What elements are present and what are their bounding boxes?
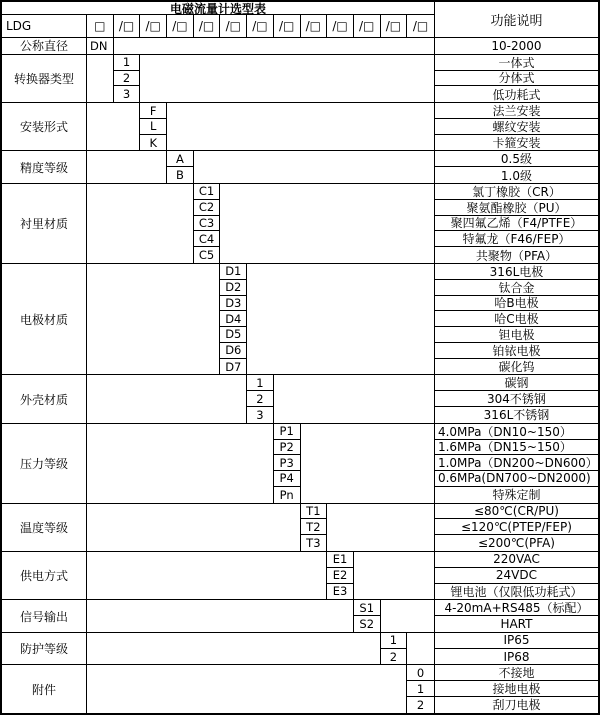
option-description: 碳化钨: [434, 359, 598, 375]
option-code: 1: [114, 55, 141, 71]
section-installation-type: [2, 102, 598, 150]
empty-cell: [247, 264, 434, 374]
option-code: E3: [327, 584, 354, 600]
function-column-header: 功能说明: [434, 2, 598, 37]
option-code: E1: [327, 552, 354, 568]
section-temperature-rating: [2, 503, 598, 551]
option-description: 一体式: [434, 55, 598, 71]
model-slot-box: /□: [167, 15, 194, 37]
model-slot-box: /□: [354, 15, 381, 37]
empty-cell: [87, 375, 247, 422]
empty-cell: [87, 665, 407, 712]
option-description: 316L不锈钢: [434, 407, 598, 423]
table-header: [2, 2, 598, 37]
option-code: L: [140, 119, 167, 135]
option-description: IP65: [434, 633, 598, 649]
option-description: 1.0级: [434, 167, 598, 183]
empty-cell: [87, 600, 354, 632]
option-code: C5: [194, 247, 221, 263]
option-description: 220VAC: [434, 552, 598, 568]
empty-cell: [381, 600, 434, 632]
section-electrode-material: [2, 263, 598, 374]
option-code: C3: [194, 216, 221, 232]
option-code: 0: [407, 665, 434, 681]
option-code: D7: [220, 359, 247, 375]
option-code: P3: [274, 455, 301, 471]
category-label: 电极材质: [2, 264, 87, 374]
option-description: 接地电极: [434, 681, 598, 697]
section-housing-material: [2, 374, 598, 422]
option-description: 低功耗式: [434, 86, 598, 102]
option-code: 2: [416, 697, 425, 712]
model-slot-box: /□: [220, 15, 247, 37]
option-description: 哈B电极: [434, 296, 598, 312]
category-label: 附件: [2, 665, 87, 712]
option-description: 钛合金: [434, 280, 598, 296]
empty-cell: [87, 633, 381, 665]
option-code: D1: [220, 264, 247, 280]
option-code: C1: [194, 184, 221, 200]
option-description: 不接地: [434, 665, 598, 681]
option-code: 3: [247, 407, 274, 423]
option-description: 特殊定制: [434, 487, 598, 503]
empty-cell: [87, 264, 220, 374]
option-description: 聚氨酯橡胶（PU）: [434, 200, 598, 216]
option-description: 钽电极: [434, 327, 598, 343]
empty-cell: [220, 184, 434, 263]
option-code: 1: [381, 633, 408, 649]
option-description: 特氟龙（F46/FEP）: [434, 231, 598, 247]
section-accessories: [2, 664, 598, 712]
option-code: 2: [381, 649, 408, 665]
option-description: 锂电池（仅限低功耗式）: [434, 584, 598, 600]
empty-cell: [87, 424, 274, 503]
section-signal-output: [2, 599, 598, 632]
category-label: 信号输出: [2, 600, 87, 632]
category-label: 公称直径: [2, 38, 87, 54]
option-description: 卡箍安装: [434, 135, 598, 151]
option-description: 氯丁橡胶（CR）: [434, 184, 598, 200]
category-label: 防护等级: [2, 633, 87, 665]
option-code: C2: [194, 200, 221, 216]
option-code: T1: [301, 504, 328, 520]
section-liner-material: [2, 183, 598, 263]
option-code: 2: [114, 71, 141, 87]
option-code: D5: [220, 327, 247, 343]
option-code: P4: [274, 471, 301, 487]
model-slot-box: /□: [301, 15, 328, 37]
model-code-row: [2, 15, 434, 37]
empty-cell: [140, 55, 434, 102]
option-code: K: [140, 135, 167, 151]
option-description: 刮刀电极: [434, 697, 598, 713]
option-code: D2: [220, 280, 247, 296]
option-description: 0.5级: [434, 151, 598, 167]
option-code: T3: [301, 535, 328, 551]
section-pressure-rating: [2, 423, 598, 503]
option-description: IP68: [434, 649, 598, 665]
empty-cell: [407, 633, 434, 665]
empty-cell: [87, 55, 114, 102]
empty-cell: [87, 151, 167, 183]
category-label: 转换器类型: [2, 55, 87, 102]
option-description: 1.0MPa（DN200~DN600）: [434, 455, 598, 471]
empty-cell: [327, 504, 434, 551]
category-label: 温度等级: [2, 504, 87, 551]
option-code: C4: [194, 231, 221, 247]
section-nominal-diameter: [2, 37, 598, 54]
option-code: 1: [407, 681, 434, 697]
option-description: ≤80℃(CR/PU): [434, 504, 598, 520]
empty-cell: [87, 184, 194, 263]
option-description: 24VDC: [434, 568, 598, 584]
empty-cell: [114, 38, 434, 54]
empty-cell: [87, 504, 301, 551]
empty-cell: [87, 552, 327, 599]
option-code: A: [167, 151, 194, 167]
option-description: 碳钢: [434, 375, 598, 391]
option-code: 3: [114, 86, 141, 102]
option-description: HART: [434, 616, 598, 632]
option-description: 4-20mA+RS485（标配）: [434, 600, 598, 616]
model-slot-box: /□: [327, 15, 354, 37]
category-label: 安装形式: [2, 103, 87, 150]
section-power-supply: [2, 551, 598, 599]
option-code: P2: [274, 440, 301, 456]
category-label: 衬里材质: [2, 184, 87, 263]
option-description: 分体式: [434, 71, 598, 87]
category-label: 精度等级: [2, 151, 87, 183]
option-code: E2: [327, 568, 354, 584]
empty-cell: [194, 151, 434, 183]
option-description: 4.0MPa（DN10~150）: [434, 424, 598, 440]
option-code: 2: [247, 391, 274, 407]
option-description: 共聚物（PFA）: [434, 247, 598, 263]
option-description: ≤120℃(PTEP/FEP): [434, 519, 598, 535]
model-base-box: □: [87, 15, 114, 37]
model-slot-box: /□: [274, 15, 301, 37]
option-description: 法兰安装: [434, 103, 598, 119]
model-slot-box: /□: [194, 15, 221, 37]
option-description: 螺纹安装: [434, 119, 598, 135]
option-description: 304不锈钢: [434, 391, 598, 407]
option-code: F: [140, 103, 167, 119]
category-label: 压力等级: [2, 424, 87, 503]
empty-cell: [301, 424, 434, 503]
option-description: 316L电极: [434, 264, 598, 280]
option-code: D3: [220, 296, 247, 312]
section-accuracy-class: [2, 150, 598, 183]
table-title: 电磁流量计选型表: [2, 2, 434, 15]
empty-cell: [274, 375, 434, 422]
option-code: 1: [247, 375, 274, 391]
option-description: 哈C电极: [434, 311, 598, 327]
model-prefix: LDG: [2, 15, 87, 37]
option-description: 聚四氟乙烯（F4/PTFE）: [434, 216, 598, 232]
option-code: S2: [354, 616, 381, 632]
option-code: B: [167, 167, 194, 183]
section-converter-type: [2, 54, 598, 102]
option-description: ≤200℃(PFA): [434, 535, 598, 551]
option-code: Pn: [274, 487, 301, 503]
option-code: S1: [354, 600, 381, 616]
model-slot-box: /□: [247, 15, 274, 37]
empty-cell: [87, 103, 140, 150]
option-description: 铂铱电极: [434, 343, 598, 359]
option-description: 0.6MPa(DN700~DN2000): [434, 471, 598, 487]
empty-cell: [167, 103, 434, 150]
section-protection-rating: [2, 632, 598, 665]
category-label: 外壳材质: [2, 375, 87, 422]
model-slot-box: /□: [114, 15, 141, 37]
empty-cell: [354, 552, 434, 599]
option-code: D4: [220, 311, 247, 327]
option-code: D6: [220, 343, 247, 359]
option-code: T2: [301, 519, 328, 535]
model-slot-box: /□: [140, 15, 167, 37]
option-description: 10-2000: [434, 38, 598, 54]
model-slot-box: /□: [412, 19, 429, 33]
model-slot-box: /□: [381, 15, 408, 37]
option-description: 1.6MPa（DN15~150）: [434, 440, 598, 456]
option-code: P1: [274, 424, 301, 440]
option-code: DN: [87, 38, 114, 54]
category-label: 供电方式: [2, 552, 87, 599]
